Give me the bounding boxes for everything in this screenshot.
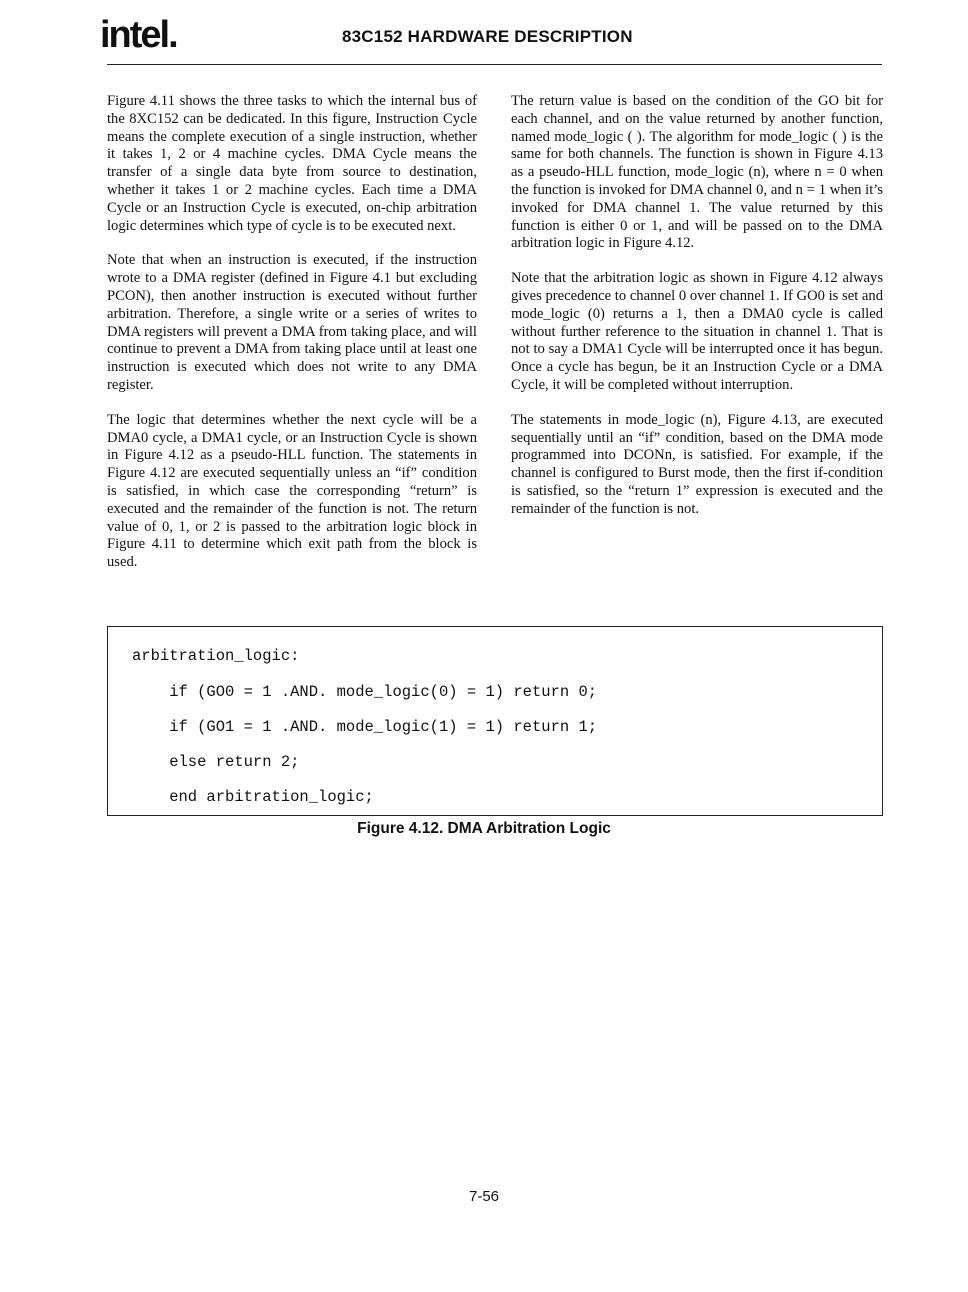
code-line: end arbitration_logic; (132, 788, 374, 806)
code-line: if (GO1 = 1 .AND. mode_logic(1) = 1) return 1; (132, 718, 598, 736)
code-line: if (GO0 = 1 .AND. mode_logic(0) = 1) return 0; (132, 683, 598, 701)
page-number: 7-56 (468, 1188, 500, 1205)
paragraph: Figure 4.11 shows the three tasks to which the internal bus of the 8XC152 can be dedicated. In this figure, Instruction Cycle means the complete execution of a single instruction, whether it takes 1, 2 or 4 machine cycles. DMA Cycle means the transfer of a single data byte from source to destination, whether it takes 1 or 2 machine cycles. Each time a DMA Cycle or an Instruction Cycle is executed, on-chip arbitration logic determines which type of cycle is to be executed next. (107, 93, 477, 234)
paragraph: Note that the arbitration logic as shown in Figure 4.12 always gives precedence to channel 0 over channel 1. If GO0 is set and mode_logic (0) returns a 1, then a DMA0 cycle is called without further reference to the situation in channel 1. That is not to say a DMA1 Cycle will be interrupted once it has begun. Once a cycle has begun, be it an Instruction Cycle or a DMA Cycle, it will be completed without interruption. (511, 270, 883, 393)
paragraph: The return value is based on the condition of the GO bit for each channel, and on the value returned by another function, named mode_logic ( ). The algorithm for mode_logic ( ) is the same for both channels. The function is shown in Figure 4.13 as a pseudo-HLL function, mode_logic (n), where n = 0 when the function is invoked for DMA channel 0, and n = 1 when it’s invoked for DMA channel 1. The value returned by this function is either 0 or 1, and will be passed on to the DMA arbitration logic in Figure 4.12. (511, 93, 883, 252)
figure-code-box (107, 626, 883, 816)
code-line: else return 2; (132, 753, 300, 771)
left-column (107, 93, 477, 589)
header-rule (107, 64, 882, 65)
page-header-title: 83C152 HARDWARE DESCRIPTION (342, 27, 633, 46)
right-column (511, 93, 883, 536)
paragraph: The logic that determines whether the next cycle will be a DMA0 cycle, a DMA1 cycle, or an Instruction Cycle is shown in Figure 4.12 as a pseudo-HLL function. The statements in Figure 4.12 are executed sequentially unless an “if” condition is satisfied, in which case the corresponding “return” is executed and the remainder of the function is not. The return value of 0, 1, or 2 is passed to the arbitration logic block in Figure 4.11 to determine which exit path from the block is used. (107, 411, 477, 571)
figure-caption: Figure 4.12. DMA Arbitration Logic (357, 820, 611, 837)
code-line: arbitration_logic: (132, 647, 300, 665)
paragraph: The statements in mode_logic (n), Figure 4.13, are executed sequentially until an “if” condition, based on the DMA mode programmed into DCONn, is satisfied. For example, if the channel is configured to Burst mode, then the first if-condition is satisfied, so the “return 1” expression is executed and the remainder of the function is not. (511, 411, 883, 517)
paragraph: Note that when an instruction is executed, if the instruction wrote to a DMA register (defined in Figure 4.1 but excluding PCON), then another instruction is executed without further arbitration. Therefore, a single write or a series of writes to DMA registers will prevent a DMA from taking place, and will continue to prevent a DMA from taking place until at least one instruction is executed which does not write to any DMA register. (107, 252, 477, 393)
intel-logo: intel. (100, 14, 177, 56)
